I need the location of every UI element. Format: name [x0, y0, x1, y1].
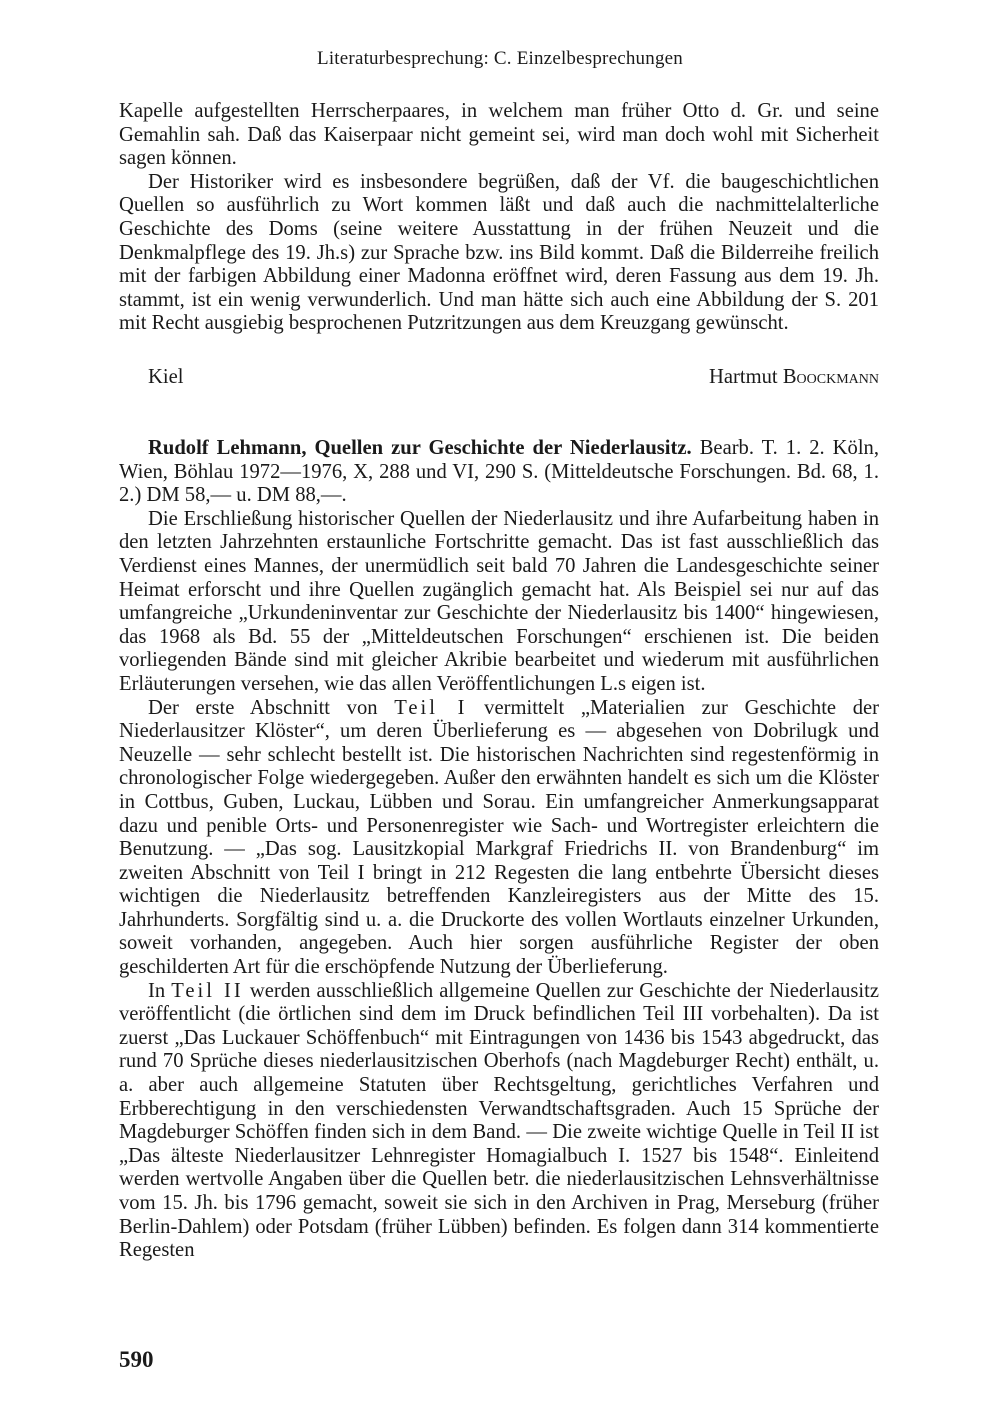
reviewer-signature [148, 366, 879, 390]
page-number: 590 [119, 1347, 154, 1372]
review-continuation [119, 100, 879, 336]
paragraph: Der erste Abschnitt von Teil I vermittelt „Materialien zur Geschichte der Niederlausitzer Klöster“, um deren Überlieferung es — abgesehen von Dobrilugk und Neuzelle — sehr schlecht bestellt ist. Die historischen Nachrichten sind regestenförmig in chronologischer Folge wiedergegeben. Außer den erwähnten handelt es sich um die Klöster in Cottbus, Guben, Luckau, Lübben und Sorau. Ein umfangreicher Anmerkungsapparat dazu und penible Orts- und Personenregister wie Sach- und Wortregister erleichtern die Benutzung. — „Das sog. Lausitzkopial Markgraf Friedrichs II. von Brandenburg“ im zweiten Abschnitt von Teil I bringt in 212 Regesten die lang entbehrte Übersicht dieses wichtigen die Niederlausitz betreffenden Kanzleiregisters aus der Mitte des 15. Jahrhunderts. Sorgfältig sind u. a. die Druckorte des vollen Wortlauts einzelner Urkunden, soweit vorhanden, angegeben. Auch hier sorgen ausführliche Register der oben geschilderten Art für die erschöpfende Nutzung der Überlieferung. [119, 696, 880, 979]
reviewer-last-name: Boockmann [782, 366, 879, 388]
paragraph: Der Historiker wird es insbesondere begrüßen, daß der Vf. die baugeschichtlichen Quellen so ausführlich zu Wort kommen läßt und daß auch die nachmittelalterliche Geschichte des Doms (seine weitere Ausstattung in der frühen Neuzeit und die Denkmalpflege des 19. Jh.s) zur Sprache bzw. ins Bild kommt. Daß die Bilderreihe freilich mit der farbigen Abbildung einer Madonna eröffnet wird, deren Fassung aus dem 19. Jh. stammt, ist ein wenig verwunderlich. Und man hätte sich auch eine Abbildung der S. 201 mit Recht ausgiebig besprochenen Putzritzungen aus dem Kreuzgang gewünscht. [119, 170, 879, 335]
paragraph: In Teil II werden ausschließlich allgemeine Quellen zur Geschichte der Niederlausitz veröffentlicht (die örtlichen sind dem im Druck befindlichen Teil III vorbehalten). Da ist zuerst „Das Luckauer Schöffenbuch“ mit Eintragungen von 1436 bis 1543 abgedruckt, das rund 70 Sprüche dieses niederlausitzischen Oberhofs (nach Magdeburger Recht) enthält, u. a. aber auch allgemeine Statuten über Rechtsgeltung, gerichtliches Verfahren und Erbberechtigung in den verschiedensten Verwandtschaftsgraden. Auch 15 Sprüche der Magdeburger Schöffen finden sich in dem Band. — Die zweite wichtige Quelle in Teil II ist „Das älteste Niederlausitzer Lehnregister Homagialbuch I. 1527 bis 1548“. Einleitend werden wertvolle Angaben über die Quellen betr. die niederlausitzischen Lehnsverhältnisse vom 15. Jh. bis 1796 gemacht, soweit sie sich in den Archiven in Prag, Merseburg (früher Berlin-Dahlem) oder Potsdam (früher Lübben) befinden. Es folgen dann 314 kommentierte Regesten [119, 979, 879, 1262]
review-bibliography: Bearb. T. 1. 2. Köln, Wien, Böhlau 1972—1976, X, 288 und VI, 290 S. (Mitteldeutsche Forschungen. Bd. 68, 1. 2.) DM 58,— u. DM 88,—. [119, 437, 880, 507]
reviewer-name [709, 366, 879, 390]
reviewer-place: Kiel [148, 366, 184, 388]
paragraph: Kapelle aufgestellten Herrscherpaares, in welchem man früher Otto d. Gr. und seine Gemahlin sah. Daß das Kaiserpaar nicht gemeint sei, wird man doch wohl mit Sicherheit sagen können. [119, 100, 879, 170]
review-heading [119, 437, 879, 508]
reviewer-first-name: Hartmut [709, 366, 778, 388]
spaced-term: Teil I [394, 696, 468, 719]
running-head: Literaturbesprechung: C. Einzelbesprechungen [317, 48, 683, 69]
review-title: Rudolf Lehmann, Quellen zur Geschichte der Niederlausitz. [148, 437, 692, 459]
spaced-term: Teil II [171, 979, 244, 1002]
paragraph: Die Erschließung historischer Quellen der Niederlausitz und ihre Aufarbeitung haben in den letzten Jahrzehnten erstaunliche Fortschritte gemacht. Das ist fast ausschließlich das Verdienst eines Mannes, der unermüdlich seit bald 70 Jahren die Landesgeschichte seiner Heimat erforscht und ihre Quellen zugänglich gemacht hat. Als Beispiel sei nur auf das umfangreiche „Urkundeninventar zur Geschichte der Niederlausitz bis 1400“ hingewiesen, das 1968 als Bd. 55 der „Mitteldeutschen Forschungen“ erschienen ist. Die beiden vorliegenden Bände sind mit gleicher Akribie bearbeitet und wiederum mit ausführlichen Erläuterungen versehen, wie das allen Veröffentlichungen L.s eigen ist. [119, 507, 879, 695]
review-lehmann [119, 437, 879, 1263]
